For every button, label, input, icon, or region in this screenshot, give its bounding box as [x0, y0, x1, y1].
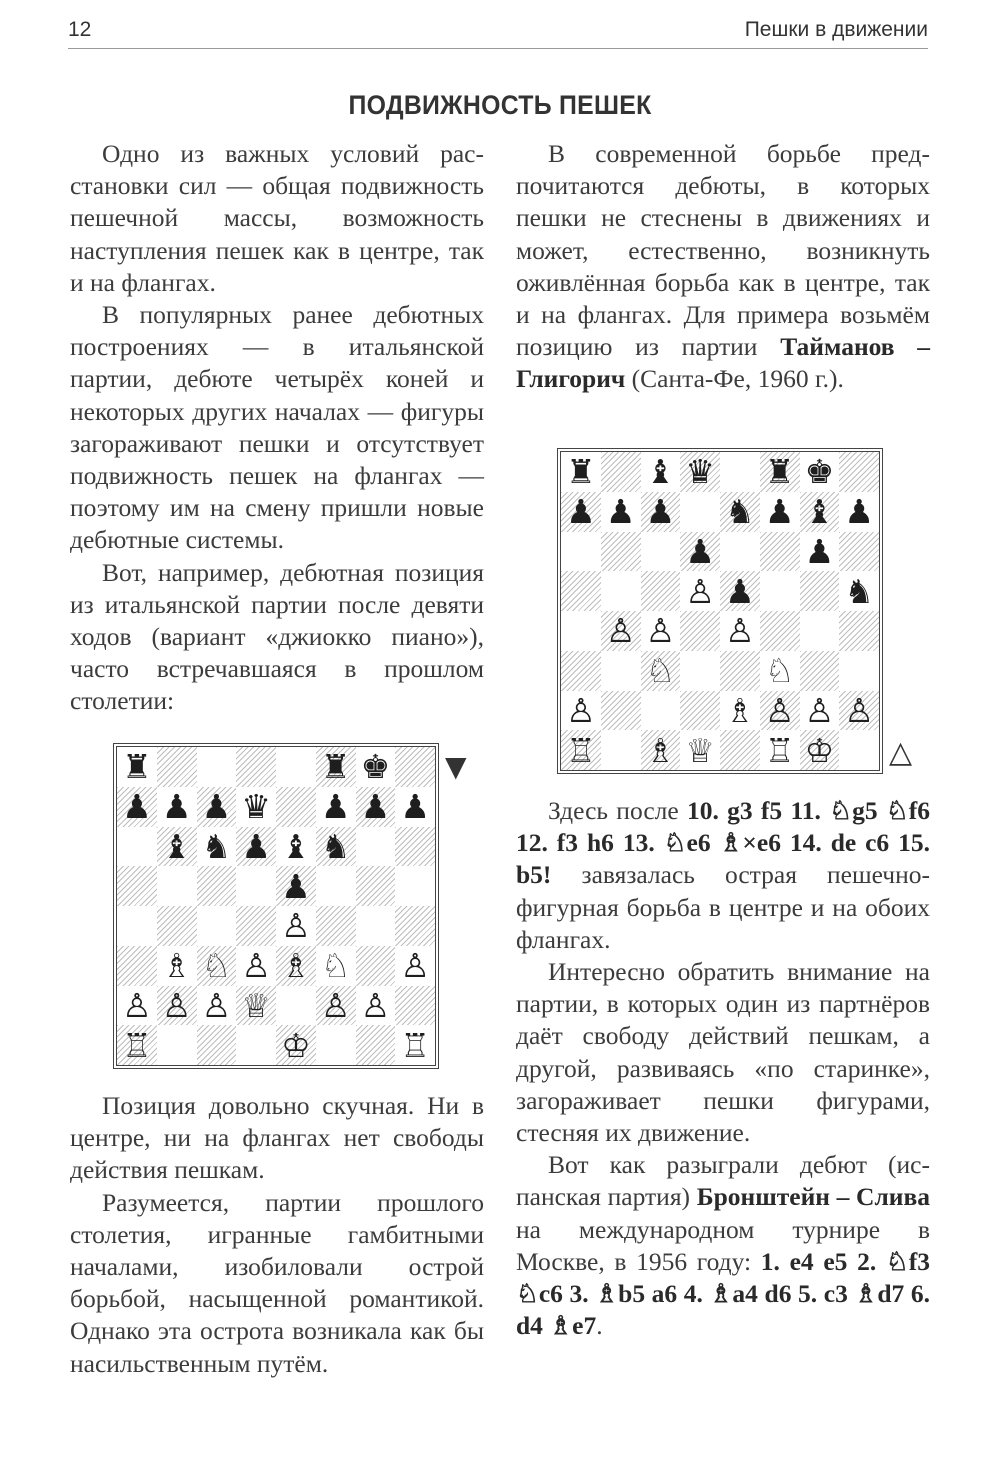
move-sequence: 1. e4 e5 2. ♘f3 ♘c6 3. ♗b5 a6 4. ♗a4 d6 5. c3 ♗d7 6. d4 ♗e7 [516, 1246, 930, 1341]
square-f6 [760, 532, 800, 572]
square-g2 [356, 986, 396, 1026]
square-g4 [800, 611, 840, 651]
square-h5 [839, 571, 879, 611]
black-rook-icon: ♜ [320, 747, 351, 787]
chapter-heading: ПОДВИЖНОСТЬ ПЕШЕК [348, 90, 652, 120]
square-a4 [117, 906, 157, 946]
black-bishop-icon: ♝ [161, 826, 192, 866]
square-b2 [157, 986, 197, 1026]
square-h4 [395, 906, 435, 946]
square-b5 [601, 571, 641, 611]
white-pawn-icon: ♙ [400, 946, 430, 986]
square-a5 [561, 571, 601, 611]
white-bishop-icon: ♗ [725, 690, 755, 730]
square-h8 [395, 747, 435, 787]
square-d1 [680, 730, 720, 770]
square-e6 [720, 532, 760, 572]
square-e2 [276, 986, 316, 1026]
paragraph: Разумеется, партии прошлого столетия, игранные гамбитными началами, изобиловали острой борьбой, насыщенной романтикой. Однако эта острота возникала как бы насильственным путём. [70, 1187, 484, 1378]
paragraph: Одно из важных условий расстановки сил — общая подвижность пешечной массы, возможность наступления пешек как в центре, так и на флангах. [70, 139, 484, 297]
square-h5 [395, 866, 435, 906]
black-pawn-icon: ♟ [400, 787, 430, 827]
square-c8 [197, 747, 237, 787]
square-e3 [720, 651, 760, 691]
paragraph: Вот, например, дебютная позиция из итальянской партии после девяти ходов (вариант «джиокко пиано»), часто встречавшаяся в прошлом столетии: [70, 557, 484, 716]
square-b8 [157, 747, 197, 787]
white-pawn-icon: ♙ [360, 985, 391, 1025]
square-d3 [680, 651, 720, 691]
white-knight-icon: ♘ [320, 946, 351, 986]
running-head [68, 18, 928, 49]
black-rook-icon: ♜ [122, 747, 152, 787]
black-knight-icon: ♞ [725, 492, 755, 532]
square-c8 [641, 452, 681, 492]
black-king-icon: ♚ [804, 452, 835, 492]
black-pawn-icon: ♟ [360, 787, 391, 827]
paragraph: Позиция довольно скучная. Ни в центре, ни на флангах нет свободы действия пешкам. [70, 1091, 484, 1185]
square-e1 [720, 730, 760, 770]
square-d4 [680, 611, 720, 651]
white-pawn-icon: ♙ [161, 985, 192, 1025]
square-g7 [356, 787, 396, 827]
square-d8 [680, 452, 720, 492]
square-b1 [157, 1025, 197, 1065]
right-column-lower [516, 795, 930, 1342]
square-c3 [197, 946, 237, 986]
square-e2 [720, 691, 760, 731]
white-rook-icon: ♖ [122, 1025, 152, 1065]
square-h6 [395, 827, 435, 867]
square-c2 [641, 691, 681, 731]
white-pawn-icon: ♙ [764, 690, 795, 730]
square-h1 [395, 1025, 435, 1065]
white-pawn-icon: ♙ [645, 611, 676, 651]
square-d2 [680, 691, 720, 731]
square-g6 [800, 532, 840, 572]
square-e3 [276, 946, 316, 986]
paragraph: Вот как разыграли дебют (испанская партия) Бронштейн – Слива на международном турнире в Москве, в 1956 году: 1. e4 e5 2. ♘f3 ♘c6 3. ♗b5 a6 4. ♗a4 d6 5. c3 ♗d7 6. d4 ♗e7. [516, 1150, 930, 1341]
square-d2 [236, 986, 276, 1026]
black-pawn-icon: ♟ [605, 492, 636, 532]
square-c6 [197, 827, 237, 867]
square-c3 [641, 651, 681, 691]
black-pawn-icon: ♟ [320, 787, 351, 827]
white-pawn-icon: ♙ [605, 611, 636, 651]
square-d4 [236, 906, 276, 946]
paragraph: Здесь после 10. g3 f5 11. ♘g5 ♘f6 12. f3 h6 13. ♘e6 ♗×e6 14. de c6 15. b5! завязалась острая пешечно-фигурная борьба в центре и на обоих флангах. [516, 796, 930, 954]
black-pawn-icon: ♟ [685, 531, 715, 571]
square-g3 [356, 946, 396, 986]
square-b7 [601, 492, 641, 532]
square-g3 [800, 651, 840, 691]
square-f8 [316, 747, 356, 787]
square-a7 [561, 492, 601, 532]
square-f8 [760, 452, 800, 492]
white-rook-icon: ♖ [400, 1025, 430, 1065]
black-king-icon: ♚ [360, 747, 391, 787]
square-a3 [117, 946, 157, 986]
white-bishop-icon: ♗ [161, 946, 192, 986]
square-d6 [680, 532, 720, 572]
white-king-icon: ♔ [281, 1025, 311, 1065]
square-e5 [720, 571, 760, 611]
black-pawn-icon: ♟ [804, 531, 835, 571]
square-f7 [316, 787, 356, 827]
square-b3 [157, 946, 197, 986]
black-pawn-icon: ♟ [201, 787, 232, 827]
square-f6 [316, 827, 356, 867]
square-h8 [839, 452, 879, 492]
square-a4 [561, 611, 601, 651]
black-bishop-icon: ♝ [281, 826, 311, 866]
square-f5 [316, 866, 356, 906]
paragraph: Интересно обратить внимание на партии, в которых один из партнёров даёт свободу действий пешкам, а другой, развиваясь «по старинке», загораживает пешки фигурами, стесняя их движение. [516, 957, 930, 1148]
white-pawn-icon: ♙ [725, 611, 755, 651]
black-bishop-icon: ♝ [645, 452, 676, 492]
square-e6 [276, 827, 316, 867]
players-taimanov-gligoric: Тайманов – Глигорич [516, 332, 931, 394]
square-f3 [760, 651, 800, 691]
white-pawn-icon: ♙ [122, 985, 152, 1025]
square-c6 [641, 532, 681, 572]
white-king-icon: ♔ [804, 730, 835, 770]
black-rook-icon: ♜ [566, 452, 596, 492]
square-a2 [561, 691, 601, 731]
square-e4 [276, 906, 316, 946]
white-knight-icon: ♘ [764, 651, 795, 691]
black-pawn-icon: ♟ [161, 787, 192, 827]
white-to-move-icon: △ [889, 735, 913, 770]
square-c4 [197, 906, 237, 946]
black-queen-icon: ♛ [685, 452, 715, 492]
white-queen-icon: ♕ [685, 730, 715, 770]
square-b3 [601, 651, 641, 691]
chess-diagram-giuoco-piano [113, 743, 439, 1069]
square-c7 [197, 787, 237, 827]
square-b6 [601, 532, 641, 572]
square-c1 [197, 1025, 237, 1065]
square-c7 [641, 492, 681, 532]
square-b1 [601, 730, 641, 770]
square-h2 [395, 986, 435, 1026]
black-pawn-icon: ♟ [281, 866, 311, 906]
square-h6 [839, 532, 879, 572]
section-title: Пешки в движении [744, 18, 928, 41]
white-pawn-icon: ♙ [320, 985, 351, 1025]
square-f2 [316, 986, 356, 1026]
square-d1 [236, 1025, 276, 1065]
square-h4 [839, 611, 879, 651]
square-a1 [561, 730, 601, 770]
square-g1 [800, 730, 840, 770]
square-h3 [395, 946, 435, 986]
square-g1 [356, 1025, 396, 1065]
square-e1 [276, 1025, 316, 1065]
square-d7 [236, 787, 276, 827]
black-queen-icon: ♛ [241, 787, 271, 827]
paragraph: В современной борьбе предпочитаются дебюты, в которых пешки не стеснены в движениях и может, естественно, возникнуть оживлённая борьба как в центре, так и на флангах. Для примера возьмём позицию из партии Тайманов – Глигорич (Санта-Фе, 1960 г.). [516, 139, 931, 394]
black-pawn-icon: ♟ [241, 826, 271, 866]
white-bishop-icon: ♗ [645, 730, 676, 770]
square-c2 [197, 986, 237, 1026]
square-a8 [117, 747, 157, 787]
square-f5 [760, 571, 800, 611]
square-c5 [641, 571, 681, 611]
square-a6 [117, 827, 157, 867]
square-g7 [800, 492, 840, 532]
square-c5 [197, 866, 237, 906]
black-pawn-icon: ♟ [725, 571, 755, 611]
square-f3 [316, 946, 356, 986]
square-h1 [839, 730, 879, 770]
white-pawn-icon: ♙ [804, 690, 835, 730]
square-b5 [157, 866, 197, 906]
square-h2 [839, 691, 879, 731]
black-pawn-icon: ♟ [764, 492, 795, 532]
page-number: 12 [68, 18, 92, 41]
square-f4 [760, 611, 800, 651]
square-f7 [760, 492, 800, 532]
white-knight-icon: ♘ [201, 946, 232, 986]
square-g8 [356, 747, 396, 787]
square-b2 [601, 691, 641, 731]
white-pawn-icon: ♙ [201, 985, 232, 1025]
square-a2 [117, 986, 157, 1026]
square-b4 [601, 611, 641, 651]
square-b8 [601, 452, 641, 492]
square-h3 [839, 651, 879, 691]
square-a1 [117, 1025, 157, 1065]
square-e7 [276, 787, 316, 827]
square-a3 [561, 651, 601, 691]
square-b4 [157, 906, 197, 946]
square-e4 [720, 611, 760, 651]
square-g5 [800, 571, 840, 611]
square-d5 [236, 866, 276, 906]
square-f2 [760, 691, 800, 731]
square-g6 [356, 827, 396, 867]
square-b6 [157, 827, 197, 867]
square-a8 [561, 452, 601, 492]
left-column-lower [70, 1090, 484, 1380]
square-g8 [800, 452, 840, 492]
white-pawn-icon: ♙ [241, 946, 271, 986]
white-knight-icon: ♘ [645, 651, 676, 691]
square-e8 [720, 452, 760, 492]
square-a6 [561, 532, 601, 572]
black-rook-icon: ♜ [764, 452, 795, 492]
square-e8 [276, 747, 316, 787]
black-knight-icon: ♞ [844, 571, 874, 611]
black-pawn-icon: ♟ [566, 492, 596, 532]
square-f1 [316, 1025, 356, 1065]
black-pawn-icon: ♟ [122, 787, 152, 827]
white-pawn-icon: ♙ [281, 906, 311, 946]
square-h7 [395, 787, 435, 827]
black-knight-icon: ♞ [201, 826, 232, 866]
square-g5 [356, 866, 396, 906]
square-f1 [760, 730, 800, 770]
square-c4 [641, 611, 681, 651]
black-to-move-icon: ▼ [445, 750, 467, 783]
square-a7 [117, 787, 157, 827]
black-pawn-icon: ♟ [645, 492, 676, 532]
right-column-upper [516, 138, 930, 396]
square-a5 [117, 866, 157, 906]
black-bishop-icon: ♝ [804, 492, 835, 532]
square-g4 [356, 906, 396, 946]
square-e5 [276, 866, 316, 906]
square-c1 [641, 730, 681, 770]
white-bishop-icon: ♗ [281, 946, 311, 986]
square-h7 [839, 492, 879, 532]
square-f4 [316, 906, 356, 946]
black-pawn-icon: ♟ [844, 492, 874, 532]
paragraph: В популярных ранее дебютных построениях — в итальянской партии, дебюте четырёх коней и некоторых других началах — фигуры загораживают пешки и отсутствует подвижность пешек на флангах — поэтому им на смену пришли новые дебютные системы. [70, 300, 484, 555]
square-d8 [236, 747, 276, 787]
white-pawn-icon: ♙ [685, 571, 715, 611]
white-rook-icon: ♖ [764, 730, 795, 770]
square-g2 [800, 691, 840, 731]
square-d3 [236, 946, 276, 986]
chess-diagram-taimanov-gligoric [557, 448, 883, 774]
white-rook-icon: ♖ [566, 730, 596, 770]
move-sequence: 10. g3 f5 11. ♘g5 ♘f6 12. f3 h6 13. ♘e6 ♗×e6 14. de c6 15. b5! [516, 796, 930, 890]
square-e7 [720, 492, 760, 532]
players-bronstein-sliwa: Бронштейн – Слива [696, 1182, 930, 1212]
white-pawn-icon: ♙ [844, 690, 874, 730]
square-d5 [680, 571, 720, 611]
white-pawn-icon: ♙ [566, 690, 596, 730]
square-b7 [157, 787, 197, 827]
left-column-upper [70, 138, 484, 718]
white-queen-icon: ♕ [241, 985, 271, 1025]
square-d7 [680, 492, 720, 532]
square-d6 [236, 827, 276, 867]
black-knight-icon: ♞ [320, 826, 351, 866]
